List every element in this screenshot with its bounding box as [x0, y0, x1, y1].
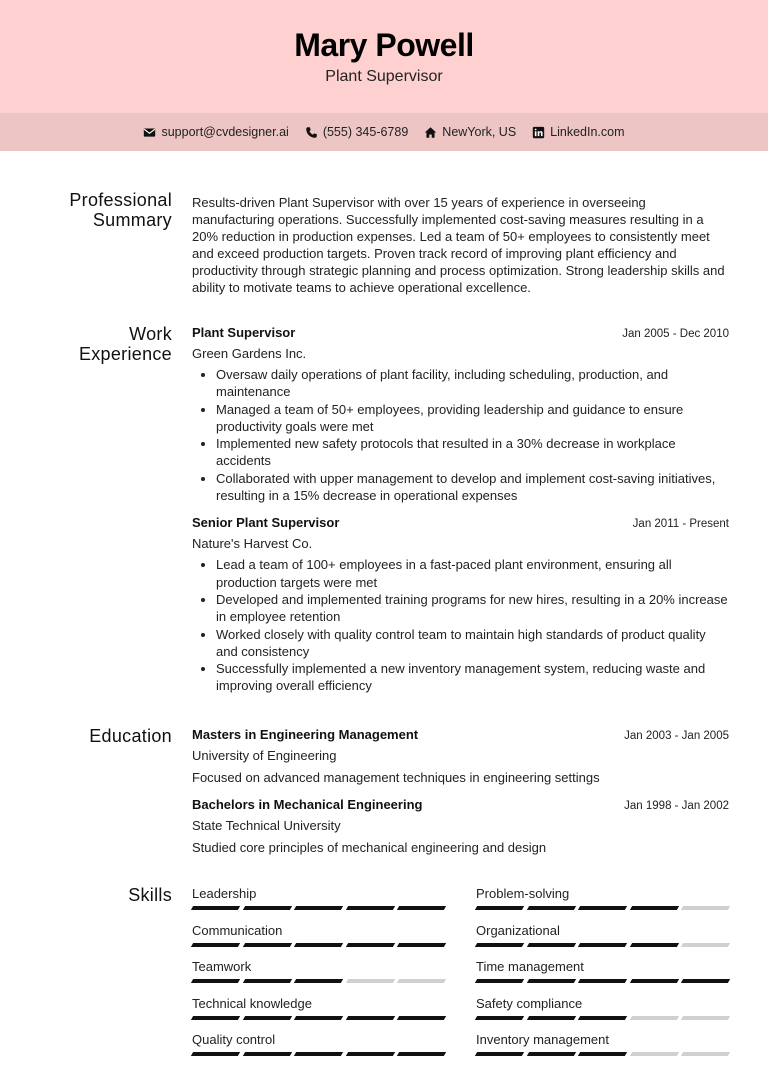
- job-bullet: • Collaborated with upper management to develop and implement cost-saving initiatives, resulting in a 15% decrease in operational expenses: [216, 470, 729, 505]
- contact-email[interactable]: [143, 125, 288, 139]
- skill-name: Quality control: [192, 1032, 276, 1047]
- contact-phone[interactable]: [305, 125, 408, 139]
- skill-level-segment: [397, 943, 446, 947]
- skill-level-segment: [346, 979, 395, 983]
- skill-item: [192, 885, 445, 922]
- job-role: Plant Supervisor: [192, 325, 296, 340]
- education-school: University of Engineering: [192, 748, 337, 763]
- skills-heading: Skills: [128, 885, 172, 905]
- education-entry: [192, 796, 729, 856]
- skill-level-segment: [242, 1016, 291, 1020]
- job-role: Senior Plant Supervisor: [192, 515, 340, 531]
- skill-level-segment: [346, 943, 395, 947]
- skill-level-segment: [294, 943, 343, 947]
- skill-level-segment: [191, 979, 240, 983]
- skill-level-segment: [630, 979, 679, 983]
- skill-level-bar: [192, 906, 445, 910]
- education-list: [192, 726, 729, 856]
- experience-heading: [0, 324, 172, 364]
- phone-icon: [305, 126, 318, 139]
- summary-heading-line2: Summary: [92, 210, 172, 230]
- skill-level-segment: [242, 943, 291, 947]
- skill-level-segment: [526, 906, 575, 910]
- contact-location: [424, 125, 516, 139]
- job-company: Nature's Harvest Co.: [192, 536, 313, 552]
- resume-header: [0, 0, 768, 113]
- job-bullets: [192, 556, 729, 694]
- education-degree: Masters in Engineering Management: [192, 727, 419, 742]
- skill-level-segment: [397, 979, 446, 983]
- skill-level-segment: [681, 906, 730, 910]
- contact-email-text: support@cvdesigner.ai: [161, 125, 289, 139]
- skill-item: [192, 958, 445, 995]
- skill-name: Communication: [192, 922, 283, 938]
- skill-level-segment: [630, 1052, 679, 1056]
- skill-item: [476, 922, 729, 959]
- skill-item: [192, 1031, 445, 1068]
- skill-level-segment: [346, 1016, 395, 1020]
- skill-level-segment: [681, 979, 730, 983]
- education-desc: Focused on advanced management techniques in engineering settings: [192, 770, 600, 785]
- skill-level-segment: [578, 1016, 627, 1020]
- skill-level-segment: [630, 943, 679, 947]
- skill-name: Leadership: [192, 886, 257, 901]
- skill-level-bar: [192, 1052, 445, 1056]
- skill-level-segment: [578, 906, 627, 910]
- skill-name: Technical knowledge: [192, 995, 312, 1011]
- skill-name: Organizational: [476, 922, 560, 938]
- skill-level-segment: [242, 1052, 291, 1056]
- education-dates: Jan 1998 - Jan 2002: [624, 800, 729, 812]
- contact-linkedin[interactable]: [532, 125, 624, 139]
- skill-level-segment: [681, 1016, 730, 1020]
- skill-level-bar: [476, 979, 729, 983]
- skill-level-segment: [578, 943, 627, 947]
- job-bullets: [192, 366, 729, 504]
- contact-phone-text: (555) 345-6789: [322, 125, 409, 139]
- skill-name: Safety compliance: [476, 995, 583, 1011]
- skill-level-bar: [192, 979, 445, 983]
- skill-level-segment: [191, 1016, 240, 1020]
- skill-level-bar: [476, 906, 729, 910]
- job-bullet: • Successfully implemented a new inventory management system, reducing waste and improving overall efficiency: [216, 660, 729, 695]
- skill-level-segment: [191, 943, 240, 947]
- skill-level-segment: [397, 906, 446, 910]
- job-company: Green Gardens Inc.: [192, 346, 307, 361]
- skill-level-segment: [294, 1016, 343, 1020]
- skill-level-bar: [476, 1016, 729, 1020]
- job-bullet: • Lead a team of 100+ employees in a fast-paced plant environment, ensuring all production targets were met: [216, 556, 729, 591]
- skill-level-segment: [630, 1016, 679, 1020]
- skill-level-bar: [476, 943, 729, 947]
- skill-level-segment: [681, 1052, 730, 1056]
- contact-linkedin-text: LinkedIn.com: [550, 125, 625, 139]
- skill-level-bar: [192, 943, 445, 947]
- skill-name: Time management: [476, 959, 584, 974]
- skill-level-segment: [475, 1016, 524, 1020]
- skill-level-segment: [475, 1052, 524, 1056]
- skill-level-segment: [681, 943, 730, 947]
- skill-level-segment: [578, 979, 627, 983]
- experience-heading-line2: Experience: [78, 344, 172, 364]
- skill-level-segment: [475, 943, 524, 947]
- summary-heading-line1: Professional: [69, 190, 172, 210]
- skill-level-segment: [475, 979, 524, 983]
- job-bullet: • Managed a team of 50+ employees, providing leadership and guidance to ensure productivity goals were met: [216, 401, 729, 436]
- skill-level-segment: [526, 1016, 575, 1020]
- contact-location-text: NewYork, US: [442, 125, 517, 139]
- skill-level-segment: [242, 979, 291, 983]
- skill-level-segment: [397, 1052, 446, 1056]
- skill-level-segment: [346, 906, 395, 910]
- envelope-icon: [143, 126, 156, 139]
- candidate-title: Plant Supervisor: [325, 68, 443, 85]
- skill-level-segment: [346, 1052, 395, 1056]
- skill-level-segment: [294, 979, 343, 983]
- skill-level-segment: [191, 1052, 240, 1056]
- skill-item: [192, 995, 445, 1032]
- skills-list: [192, 885, 729, 1068]
- job-bullet: • Worked closely with quality control team to maintain high standards of product quality and consistency: [216, 626, 729, 661]
- contact-bar: [0, 113, 768, 151]
- skill-level-segment: [242, 906, 291, 910]
- skill-name: Teamwork: [192, 959, 252, 974]
- job-bullet: • Implemented new safety protocols that resulted in a 30% decrease in workplace accidents: [216, 435, 729, 470]
- skill-level-segment: [526, 1052, 575, 1056]
- skill-item: [192, 922, 445, 959]
- skills-grid: [192, 885, 729, 1068]
- skill-level-segment: [294, 906, 343, 910]
- education-dates: Jan 2003 - Jan 2005: [624, 730, 729, 742]
- skill-level-segment: [294, 1052, 343, 1056]
- linkedin-icon: [532, 126, 545, 139]
- skill-level-bar: [476, 1052, 729, 1056]
- skill-level-segment: [578, 1052, 627, 1056]
- education-school: State Technical University: [192, 818, 341, 833]
- job-dates: Jan 2005 - Dec 2010: [622, 328, 729, 340]
- skill-item: [476, 885, 729, 922]
- education-heading: Education: [89, 726, 172, 746]
- summary-heading: [0, 190, 172, 230]
- skill-level-segment: [475, 906, 524, 910]
- skill-level-bar: [192, 1016, 445, 1020]
- skill-level-segment: [397, 1016, 446, 1020]
- skill-level-segment: [526, 943, 575, 947]
- skill-item: [476, 995, 729, 1032]
- job-bullet: • Oversaw daily operations of plant facility, including scheduling, production, and maintenance: [216, 366, 729, 401]
- skill-level-segment: [526, 979, 575, 983]
- job-dates: Jan 2011 - Present: [632, 518, 729, 531]
- experience-list: [192, 324, 729, 695]
- summary-text: Results-driven Plant Supervisor with over 15 years of experience in overseeing manufacturing operations. Successfully implemented cost-saving measures resulting in a 20% reduction in production expenses. Led a team of 50+ employees to consistently meet and exceed production targets. Proven track record of improving plant efficiency and productivity through strategic planning and process optimization. Strong leadership skills and ability to motivate teams to achieve operational excellence.: [192, 195, 725, 295]
- education-degree: Bachelors in Mechanical Engineering: [192, 797, 423, 812]
- experience-heading-line1: Work: [129, 324, 172, 344]
- skill-item: [476, 1031, 729, 1068]
- skill-name: Problem-solving: [476, 886, 570, 901]
- education-entry: [192, 726, 729, 786]
- skill-item: [476, 958, 729, 995]
- job-entry: [192, 514, 729, 694]
- job-bullet: • Developed and implemented training programs for new hires, resulting in a 20% increase in employee retention: [216, 591, 729, 626]
- candidate-name: Mary Powell: [294, 27, 474, 63]
- home-icon: [424, 126, 437, 139]
- education-desc: Studied core principles of mechanical engineering and design: [192, 840, 547, 855]
- job-entry: [192, 324, 729, 504]
- skill-level-segment: [630, 906, 679, 910]
- skill-level-segment: [191, 906, 240, 910]
- skill-name: Inventory management: [476, 1032, 609, 1047]
